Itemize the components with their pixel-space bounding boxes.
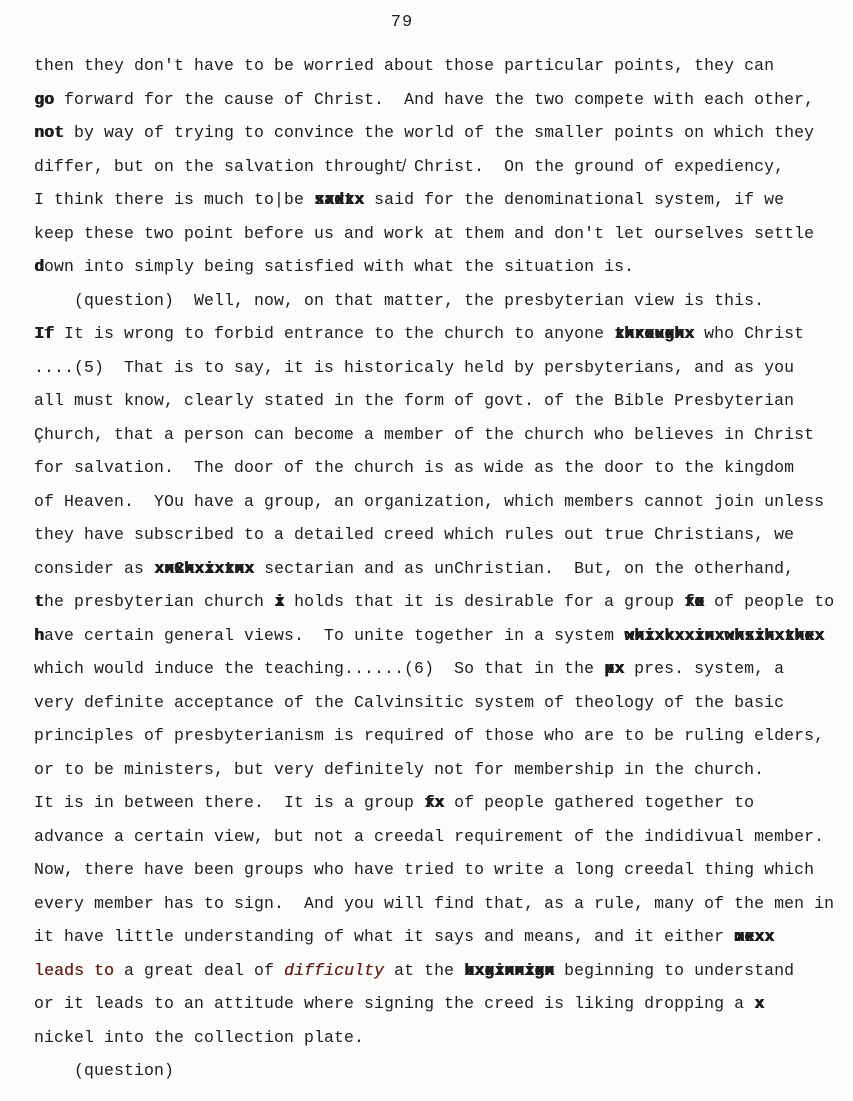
text-line [34, 150, 847, 184]
text-line [34, 619, 847, 653]
text-segment: at the [384, 960, 465, 980]
text-segment: It is in between there. It is a group [34, 793, 425, 813]
text-segment: for salvation. The door of the church is as wide as the door to the kingdom [34, 458, 795, 478]
text-line [34, 451, 847, 485]
typed-over-text: throughx xxxxxxxx [614, 324, 694, 343]
text-segment: or it leads to an attitude where signing the creed is liking dropping a [34, 994, 755, 1014]
text-segment: of people to [704, 592, 835, 612]
typed-over-text: x x [754, 994, 764, 1013]
text-segment: h [34, 625, 45, 645]
text-line [34, 317, 847, 351]
text-line [34, 183, 847, 217]
text-segment: Now, there have been groups who have tried to write a long creedal thing which [34, 860, 815, 880]
text-segment: holds that it is desirable for a group [284, 592, 685, 612]
text-segment: of people gathered together to [444, 793, 755, 813]
text-line [34, 83, 847, 117]
text-segment: leads to [34, 960, 115, 980]
text-segment: who Christ [694, 324, 805, 344]
text-line [34, 585, 847, 619]
text-segment: ave certain general views. To unite together in a system [44, 625, 625, 645]
text-segment: differ, but on the salvation throught̸ Christ. On the ground of expediency, [34, 156, 785, 176]
text-segment: he presbyterian church [44, 592, 275, 612]
typed-over-text: xnChxixtnx xxxxxxxxxx [154, 559, 254, 578]
text-line [34, 887, 847, 921]
text-line [34, 518, 847, 552]
text-segment: (question) [34, 1061, 175, 1081]
text-line [34, 418, 847, 452]
text-segment: all must know, clearly stated in the form of govt. of the Bible Presbyterian [34, 391, 795, 411]
text-line [34, 920, 847, 954]
text-segment: beginning to understand [554, 960, 795, 980]
text-segment: keep these two point before us and work at them and don't let ourselves settle [34, 223, 815, 243]
text-line [34, 954, 847, 988]
text-segment: very definite acceptance of the Calvinsitic system of theology of the basic [34, 692, 785, 712]
typed-over-text: sadtx xxxxx [314, 190, 364, 209]
text-segment: by way of trying to convince the world of the smaller points on which they [64, 123, 815, 143]
text-line [34, 652, 847, 686]
text-segment: they have subscribed to a detailed creed which rules out true Christians, we [34, 525, 795, 545]
text-segment: difficulty [284, 960, 385, 980]
text-line [34, 1021, 847, 1055]
text-segment: said for the denominational system, if we [364, 190, 785, 210]
text-segment: go [34, 89, 55, 109]
text-line [34, 753, 847, 787]
text-line [34, 552, 847, 586]
text-segment: every member has to sign. And you will find that, as a rule, many of the men in [34, 893, 835, 913]
text-segment: forward for the cause of Christ. And have the two compete with each other, [54, 89, 815, 109]
typed-over-text: fo xx [684, 592, 704, 611]
text-segment: (question) Well, now, on that matter, the presbyterian view is this. [34, 290, 765, 310]
text-segment: own into simply being satisfied with what the situation is. [44, 257, 635, 277]
text-line [34, 217, 847, 251]
text-line [34, 384, 847, 418]
typed-over-text: mexx xxxx [734, 927, 774, 946]
text-line [34, 351, 847, 385]
text-line [34, 820, 847, 854]
text-line [34, 987, 847, 1021]
typed-over-text: bxginnign xxxxxxxxx [464, 961, 554, 980]
text-segment: then they don't have to be worried about those particular points, they can [34, 56, 775, 76]
text-line [34, 284, 847, 318]
text-segment: principles of presbyterianism is required of those who are to be ruling elders, [34, 726, 825, 746]
text-segment: a great deal of [114, 960, 285, 980]
text-segment: t [34, 592, 45, 612]
page-number: 79 [390, 13, 414, 32]
text-segment: not [34, 123, 65, 143]
typed-over-text: whixkxxinxwhsihxthex xxxxxxxxxxxxxxxxxxxx [624, 626, 824, 645]
text-line [34, 1054, 847, 1088]
text-line [34, 853, 847, 887]
text-segment: d [34, 257, 45, 277]
typed-over-text: fx xx [424, 793, 444, 812]
text-segment: consider as [34, 558, 155, 578]
text-segment: sectarian and as unChristian. But, on the otherhand, [254, 558, 795, 578]
text-line [34, 116, 847, 150]
text-line [34, 250, 847, 284]
text-segment: which would induce the teaching......(6) So that in the [34, 659, 605, 679]
text-segment: pres. system, a [624, 659, 785, 679]
text-segment: If [34, 324, 55, 344]
text-segment: advance a certain view, but not a creedal requirement of the indidivual member. [34, 826, 825, 846]
text-segment: it have little understanding of what it says and means, and it either [34, 927, 735, 947]
text-segment: nickel into the collection plate. [34, 1027, 365, 1047]
text-line [34, 485, 847, 519]
text-line [34, 49, 847, 83]
text-segment: It is wrong to forbid entrance to the church to anyone [54, 324, 615, 344]
text-line [34, 686, 847, 720]
text-segment: or to be ministers, but very definitely not for membership in the church. [34, 759, 765, 779]
text-segment: Çhurch, that a person can become a member of the church who believes in Christ [34, 424, 815, 444]
text-segment: of Heaven. YOu have a group, an organization, which members cannot join unless [34, 491, 825, 511]
text-line [34, 719, 847, 753]
document-body [34, 49, 847, 1088]
text-segment: ....(5) That is to say, it is historicaly held by persbyterians, and as you [34, 357, 795, 377]
text-segment: I think there is much to|be [34, 190, 315, 210]
typed-over-text: i x [274, 592, 284, 611]
text-line [34, 786, 847, 820]
typed-over-text: px xx [604, 659, 624, 678]
